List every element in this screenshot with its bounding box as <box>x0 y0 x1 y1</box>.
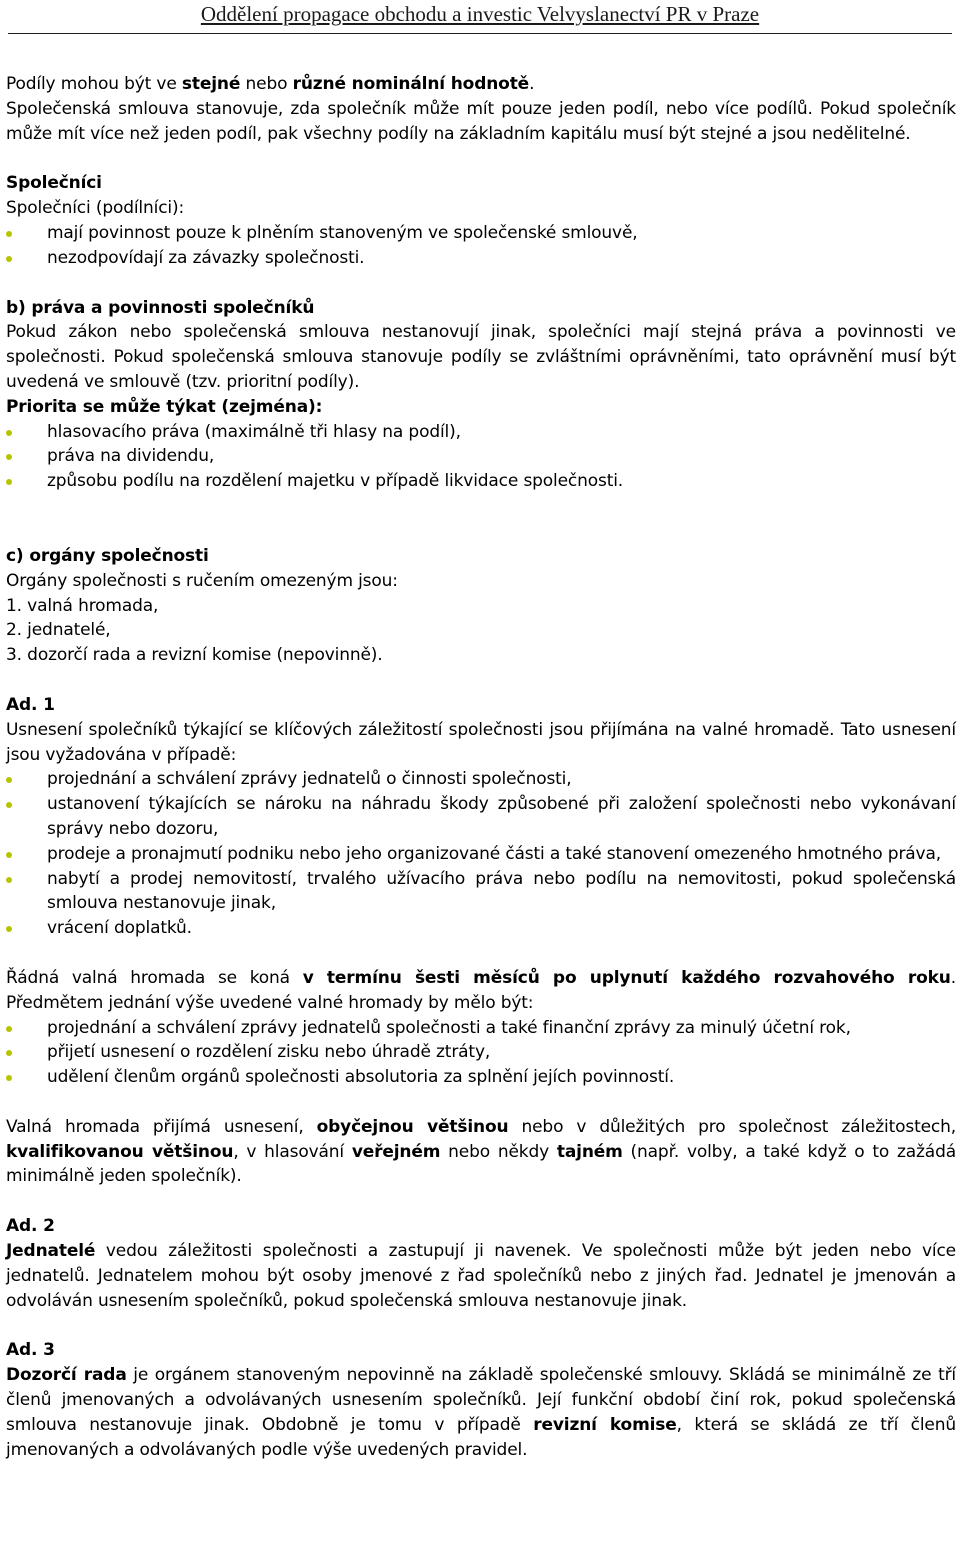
ad1-heading: Ad. 1 <box>6 694 55 715</box>
ad1-paragraph-3 <box>6 1115 956 1189</box>
bold-text: veřejném <box>351 1141 441 1162</box>
list-item <box>6 842 956 867</box>
list-item <box>6 420 956 445</box>
bullet-icon <box>6 777 12 783</box>
list-item-text: přijetí usnesení o rozdělení zisku nebo úhradě ztráty, <box>47 1042 491 1063</box>
list-item-text: vrácení doplatků. <box>47 918 192 939</box>
bold-text: Jednatelé <box>6 1241 96 1262</box>
ad1-paragraph: Usnesení společníků týkající se klíčových záležitostí společnosti jsou přijímána na valné hromadě. Tato usnesení jsou vyžadována v případě: <box>6 719 956 765</box>
list-item <box>6 1016 956 1041</box>
list-item <box>6 469 956 494</box>
text: Podíly mohou být ve <box>6 74 182 94</box>
bullet-icon <box>6 802 12 808</box>
intro-paragraph-2: Společenská smlouva stanovuje, zda společník může mít pouze jeden podíl, nebo více podílů. Pokud společník může mít více než jeden podíl, pak všechny podíly na základním kapitálu musí být stejné a jsou nedělitelné. <box>6 98 956 144</box>
spolecnici-lead: Společníci (podílníci): <box>6 198 185 219</box>
list-item-text: projednání a schválení zprávy jednatelů o činnosti společnosti, <box>47 769 572 790</box>
ad3-heading: Ad. 3 <box>6 1340 55 1361</box>
text: nebo <box>240 74 293 94</box>
section-heading-b: b) práva a povinnosti společníků <box>6 297 315 318</box>
bullet-icon <box>6 256 12 262</box>
ad1-paragraph-2 <box>6 966 956 1016</box>
page-header <box>0 0 960 36</box>
document-body <box>6 72 956 1462</box>
text: Valná hromada přijímá usnesení, <box>6 1116 317 1137</box>
bullet-icon <box>6 1050 12 1056</box>
bold-text: revizní komise <box>533 1414 677 1435</box>
ad3-paragraph <box>6 1363 956 1462</box>
numbered-item: 2. jednatelé, <box>6 620 111 641</box>
list-item <box>6 1040 956 1065</box>
bullet-icon <box>6 231 12 237</box>
bullet-icon <box>6 1026 12 1032</box>
bullet-icon <box>6 454 12 460</box>
text: . <box>529 74 535 94</box>
numbered-item: 3. dozorčí rada a revizní komise (nepovinně). <box>6 645 383 666</box>
section-b-paragraph: Pokud zákon nebo společenská smlouva nestanovují jinak, společníci mají stejná práva a povinnosti ve společnosti. Pokud společenská smlouva stanovuje podíly se zvláštními oprávněními, tato oprávnění musí být uvedená ve smlouvě (tzv. prioritní podíly). <box>6 322 956 392</box>
numbered-item: 1. valná hromada, <box>6 595 159 616</box>
list-item <box>6 1065 956 1090</box>
ad2-paragraph <box>6 1239 956 1313</box>
list-item <box>6 867 956 917</box>
list-item <box>6 246 956 271</box>
bullet-icon <box>6 479 12 485</box>
bullet-icon <box>6 877 12 883</box>
list-item-text: prodeje a pronajmutí podniku nebo jeho organizované části a také stanovení omezeného hmotného práva, <box>47 843 941 864</box>
bullet-icon <box>6 1075 12 1081</box>
list-item-text: udělení členům orgánů společnosti absolutoria za splnění jejích povinností. <box>47 1067 675 1088</box>
bullet-icon <box>6 852 12 858</box>
list-item-text: nezodpovídají za závazky společnosti. <box>47 247 365 268</box>
text: nebo někdy <box>440 1141 557 1162</box>
list-item <box>6 916 956 941</box>
intro-paragraph-1 <box>6 72 956 97</box>
bullet-icon <box>6 926 12 932</box>
text: , v hlasování <box>233 1141 352 1162</box>
text: . Předmětem jednání výše uvedené valné hromady by mělo být: <box>6 967 956 1013</box>
bullet-icon <box>6 430 12 436</box>
bold-text: tajném <box>556 1141 623 1162</box>
text: je orgánem stanoveným nepovinně na základě společenské smlouvy. Skládá se minimálně ze tří členů jmenovaných a odvolávaných usnesením společníků. Její funkční období činí rok, pokud společenská smlouva nestanovuje jinak. Obdobně je tomu v případě <box>6 1365 956 1435</box>
text: (např. volby, a také když o to zažádá minimálně jeden společník). <box>6 1141 956 1187</box>
text: Řádná valná hromada se koná <box>6 967 303 988</box>
list-item <box>6 444 956 469</box>
list-item <box>6 792 956 842</box>
section-heading-spolecnici: Společníci <box>6 173 102 194</box>
bold-text: Dozorčí rada <box>6 1365 127 1386</box>
list-item-text: nabytí a prodej nemovitostí, trvalého užívacího práva nebo podílu na nemovitosti, pokud společenská smlouva nestanovuje jinak, <box>47 868 956 914</box>
list-item-text: projednání a schválení zprávy jednatelů společnosti a také finanční zprávy za minulý účetní rok, <box>47 1017 851 1038</box>
bold-text: kvalifikovanou většinou <box>6 1141 234 1162</box>
list-item-text: hlasovacího práva (maximálně tři hlasy na podíl), <box>47 421 461 442</box>
header-title: Oddělení propagace obchodu a investic Velvyslanectví PR v Praze <box>200 2 760 26</box>
ad2-heading: Ad. 2 <box>6 1216 55 1237</box>
list-item-text: práva na dividendu, <box>47 446 215 467</box>
bold-text: v termínu šesti měsíců po uplynutí každého rozvahového roku <box>302 967 951 988</box>
text: nebo v důležitých pro společnost záležitostech, <box>508 1116 956 1137</box>
bold-text: obyčejnou většinou <box>316 1116 509 1137</box>
list-item-text: ustanovení týkajících se nároku na náhradu škody způsobené při založení společnosti nebo vykonávaní správy nebo dozoru, <box>47 794 956 839</box>
bold-text: různé nominální hodnotě <box>292 74 530 94</box>
priority-heading: Priorita se může týkat (zejména): <box>6 396 323 417</box>
list-item-text: mají povinnost pouze k plněním stanoveným ve společenské smlouvě, <box>47 222 638 243</box>
list-item <box>6 221 956 246</box>
header-rule <box>8 33 952 34</box>
list-item-text: způsobu podílu na rozdělení majetku v případě likvidace společnosti. <box>47 471 624 492</box>
list-item <box>6 767 956 792</box>
section-c-lead: Orgány společnosti s ručením omezeným jsou: <box>6 570 398 591</box>
bold-text: stejné <box>181 74 241 94</box>
text: vedou záležitosti společnosti a zastupují ji navenek. Ve společnosti může být jeden nebo více jednatelů. Jednatelem mohou být osoby jmenové z řad společníků nebo z jiných řad. Jednatel je jmenován a odvoláván usnesením společníků, pokud společenská smlouva nestanovuje jinak. <box>6 1241 956 1311</box>
text: , která se skládá ze tří členů jmenovaných a odvolávaných podle výše uvedených pravidel. <box>6 1414 956 1460</box>
section-heading-c: c) orgány společnosti <box>6 545 209 566</box>
